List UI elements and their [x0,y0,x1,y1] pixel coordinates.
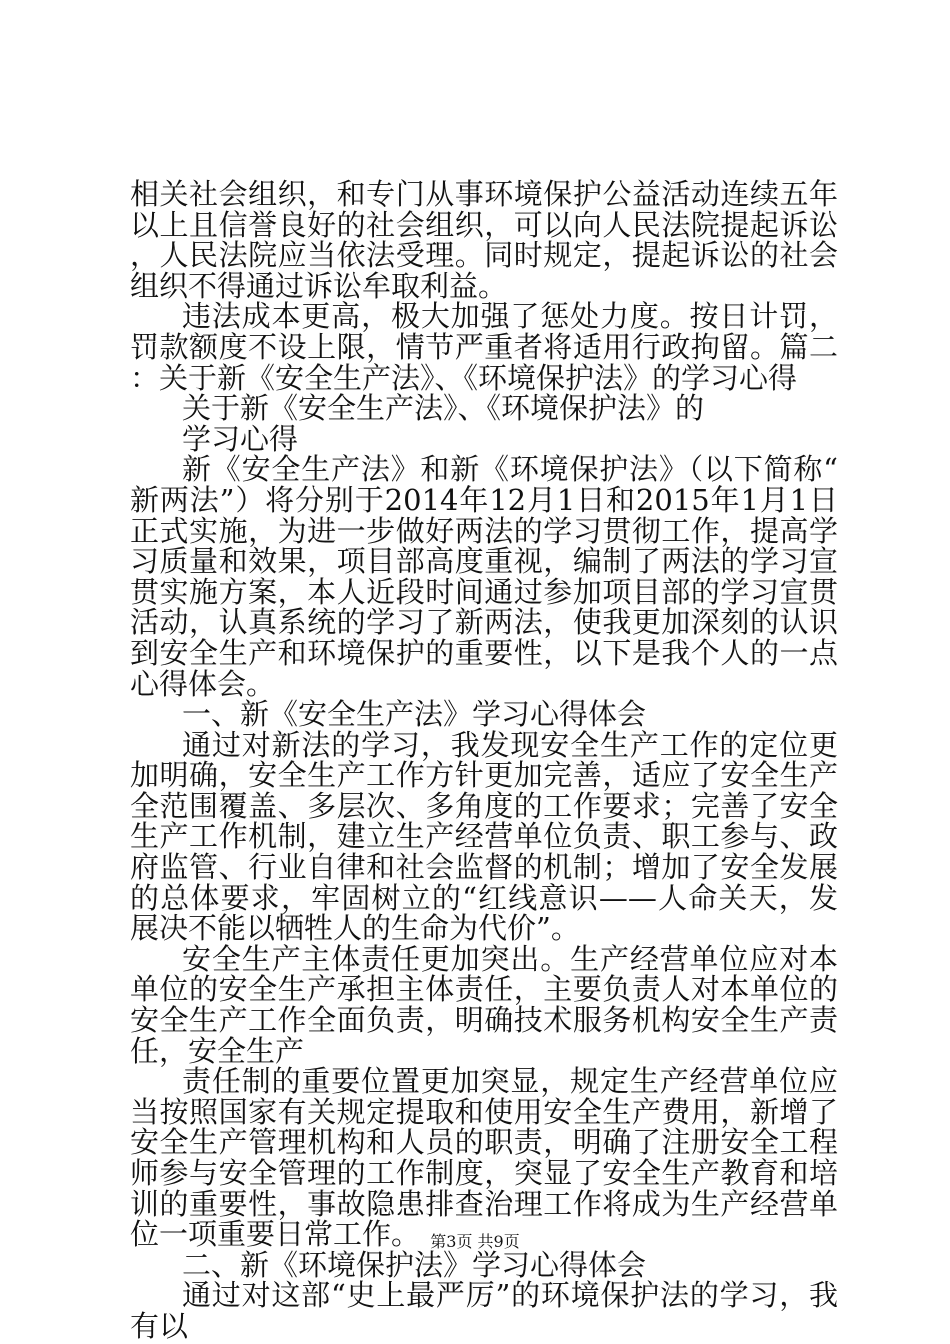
paragraph: 相关社会组织，和专门从事环境保护公益活动连续五年以上且信誉良好的社会组织，可以向人民法院提起诉讼，人民法院应当依法受理。同时规定，提起诉讼的社会组织不得通过诉讼牟取利益。 [130,177,838,303]
paragraph: 安全生产主体责任更加突出。生产经营单位应对本单位的安全生产承担主体责任，主要负责人对本单位的安全生产工作全面负责，明确技术服务机构安全生产责任，安全生产 [130,941,838,1068]
paragraph: 责任制的重要位置更加突显，规定生产经营单位应当按照国家有关规定提取和使用安全生产费用，新增了安全生产管理机构和人员的职责，明确了注册安全工程师参与安全管理的工作制度，突显了安全生产教育和培训的重要性，事故隐患排查治理工作将成为生产经营单位一项重要日常工作。 [130,1064,838,1252]
paragraph: 新《安全生产法》和新《环境保护法》（以下简称“新两法”）将分别于2014年12月1日和2015年1月1日正式实施，为进一步做好两法的学习贯彻工作，提高学习质量和效果，项目部高度重视，编制了两法的学习宣贯实施方案，本人近段时间通过参加项目部的学习宣贯活动，认真系统的学习了新两法，使我更加深刻的认识到安全生产和环境保护的重要性，以下是我个人的一点心得体会。 [130,452,838,701]
section-title-line: 学习心得 [182,421,299,456]
paragraph: 通过对这部“史上最严厉”的环境保护法的学习，我有以 [130,1278,838,1343]
paragraph: 违法成本更高，极大加强了惩处力度。按日计罚，罚款额度不设上限，情节严重者将适用行政拘留。篇二：关于新《安全生产法》、《环境保护法》的学习心得 [130,299,838,395]
document-body [130,179,838,1342]
page-footer: 第3页 共9页 [430,1232,520,1251]
section-heading: 一、新《安全生产法》学习心得体会 [182,697,647,732]
section-heading: 二、新《环境保护法》学习心得体会 [182,1247,647,1282]
section-title-line: 关于新《安全生产法》、《环境保护法》的 [182,391,705,426]
paragraph: 通过对新法的学习，我发现安全生产工作的定位更加明确，安全生产工作方针更加完善，适应了安全生产全范围覆盖、多层次、多角度的工作要求；完善了安全生产工作机制，建立生产经营单位负责、职工参与、政府监管、行业自律和社会监督的机制；增加了安全发展的总体要求，牢固树立的“红线意识——人命关天，发展决不能以牺牲人的生命为代价”。 [130,727,838,946]
